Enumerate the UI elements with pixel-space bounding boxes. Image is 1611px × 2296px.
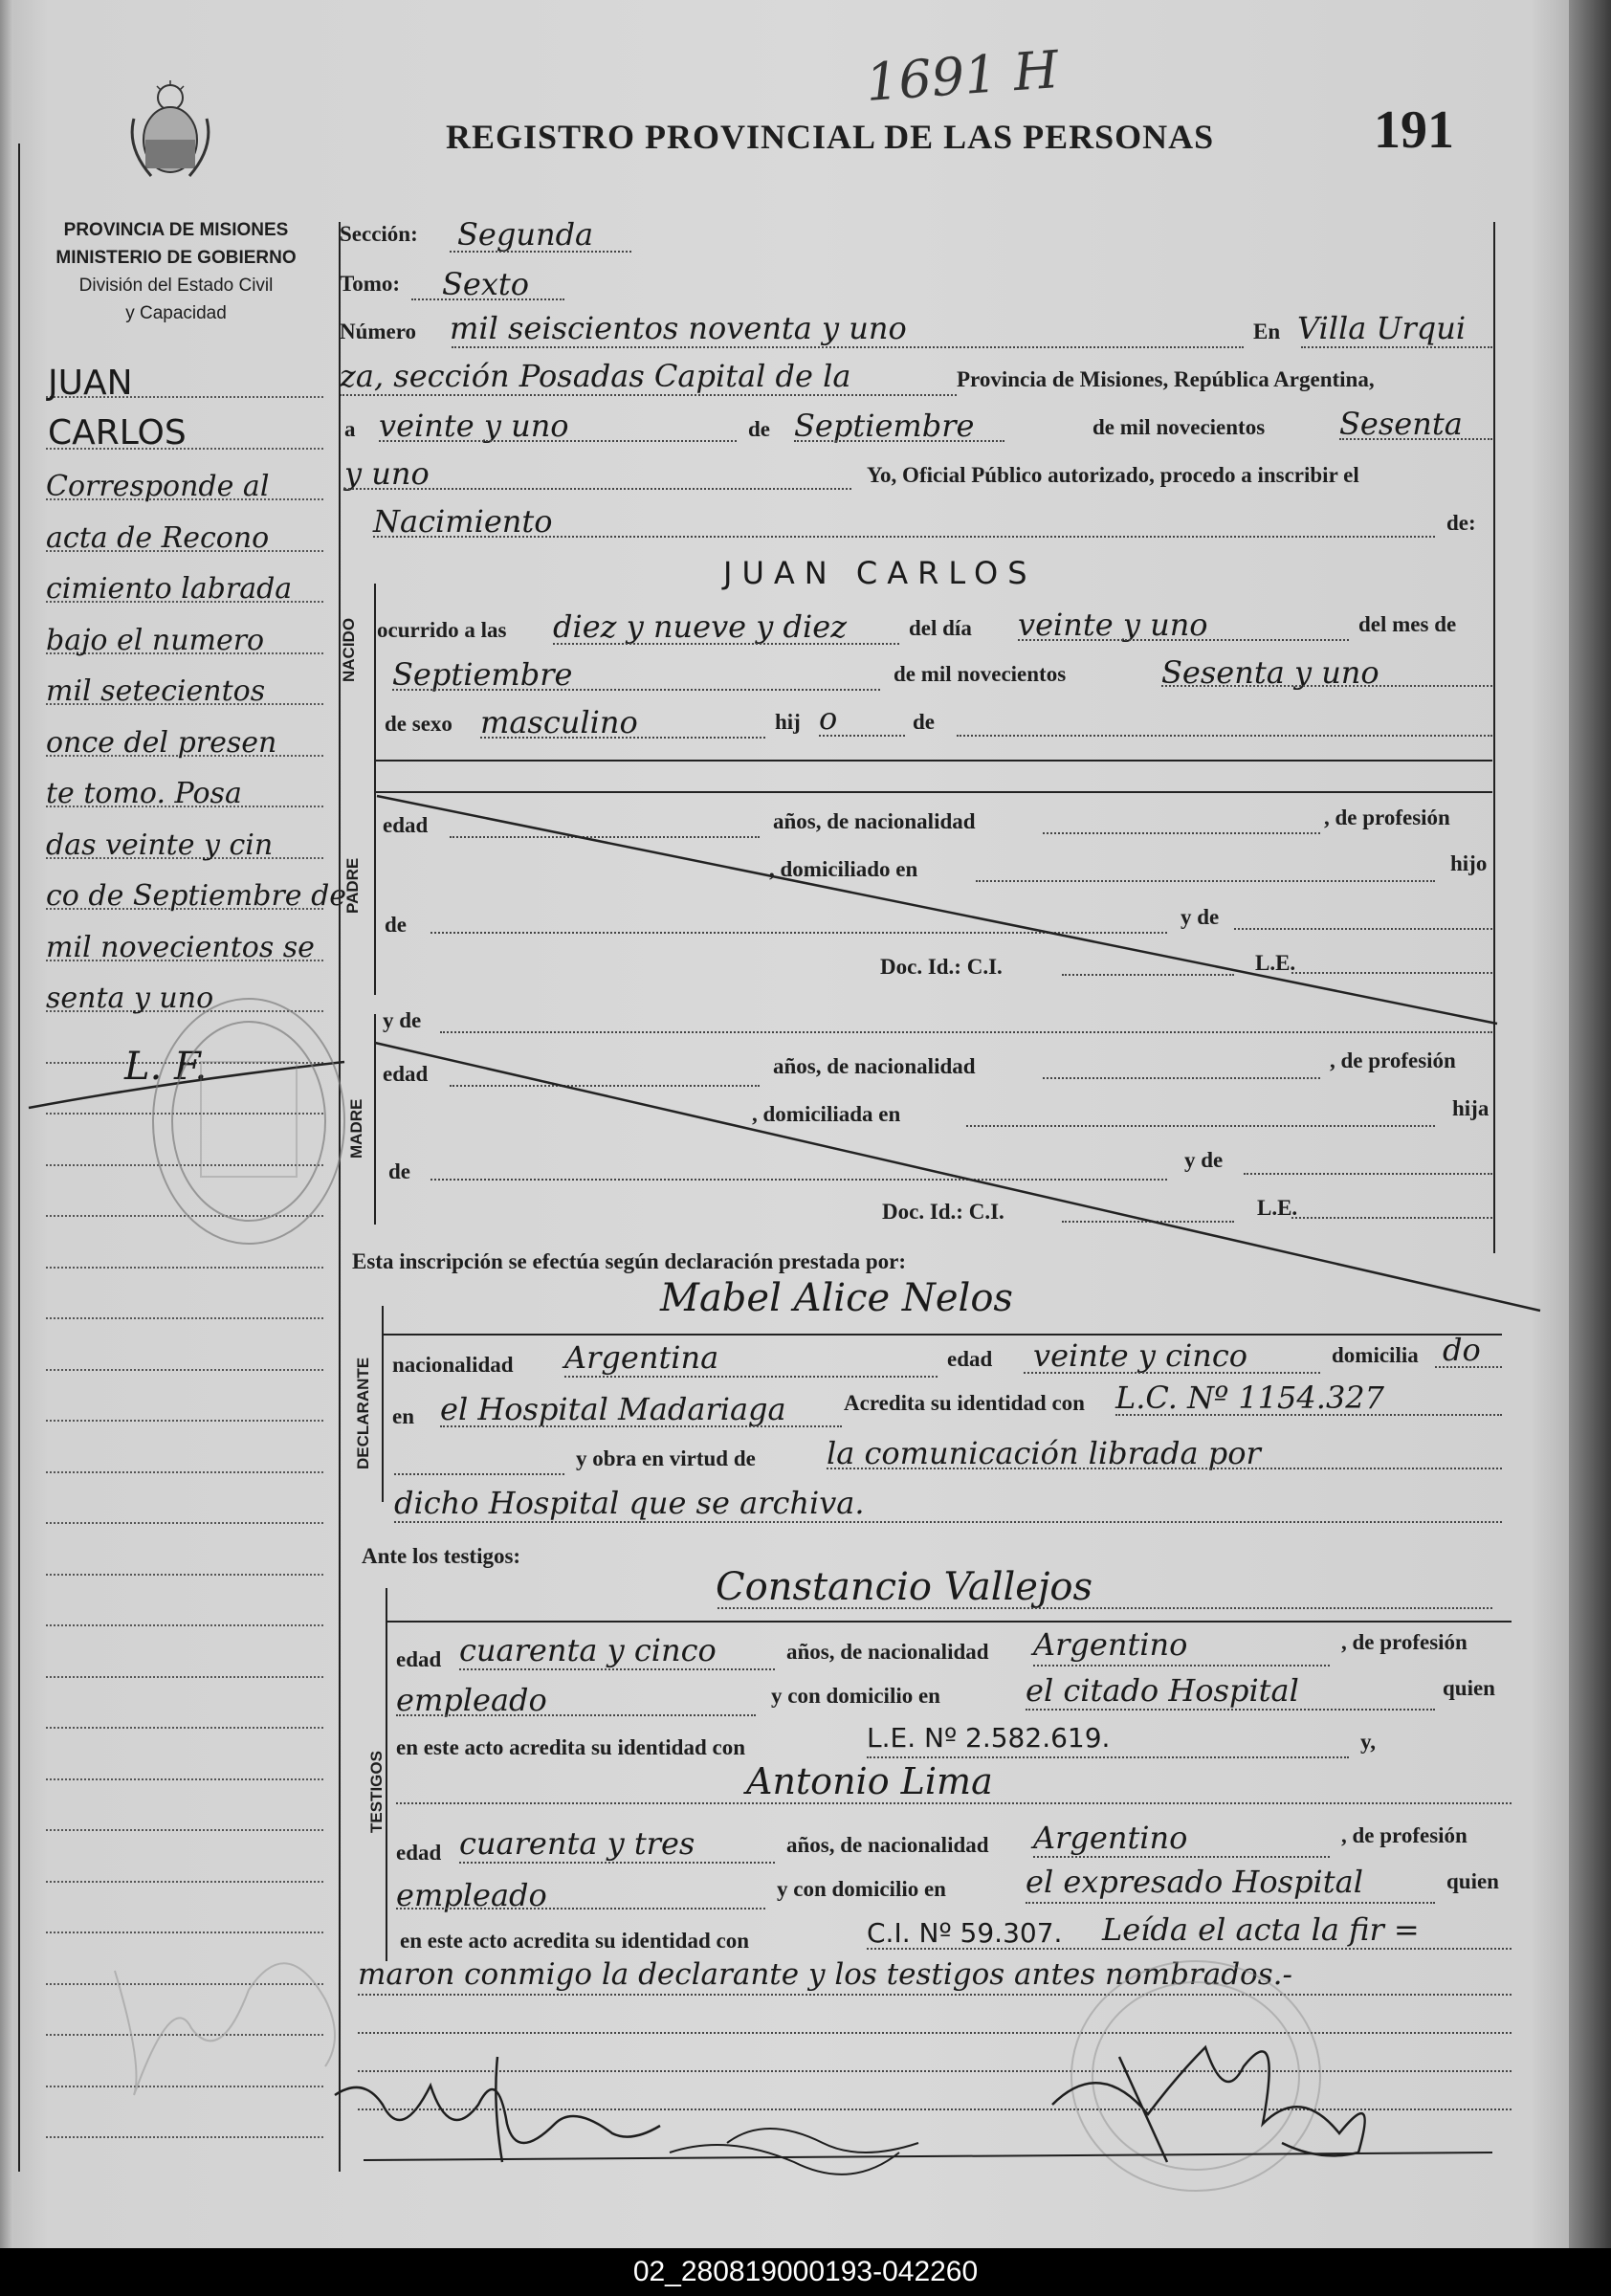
- cancel-strokes: [29, 796, 1540, 1311]
- testigo2-acr-label: en este acto acredita su identidad con: [400, 1929, 750, 1953]
- year-value-cont: y uno: [344, 455, 430, 492]
- testigo2-nac-value: Argentino: [1033, 1820, 1188, 1856]
- office-line-province: PROVINCIA DE MISIONES: [63, 220, 289, 240]
- testigo2-acr-value: C.I. Nº 59.307.: [867, 1917, 1063, 1949]
- testigo1-anios-label: años, de nacionalidad: [786, 1640, 989, 1664]
- office-line-ministry: MINISTERIO DE GOBIERNO: [55, 248, 297, 268]
- form-frame-lines: [19, 144, 1512, 2172]
- de-colon-label: de:: [1446, 511, 1476, 535]
- de-label: de: [748, 417, 770, 441]
- testigo1-name: Constancio Vallejos: [716, 1565, 1092, 1609]
- del-dia-label: del día: [909, 616, 972, 640]
- binding-shadow: [0, 0, 13, 2248]
- madre-doc-label: Doc. Id.: C.I.: [882, 1200, 1004, 1224]
- declarante-en-value: el Hospital Madariaga: [440, 1391, 786, 1427]
- declarante-obra-value: la comunicación librada por: [827, 1435, 1261, 1471]
- nacido-section-label: NACIDO: [340, 617, 358, 682]
- padre-profesion-label: , de profesión: [1324, 806, 1450, 829]
- hij-de-label: de: [913, 710, 935, 734]
- tomo-value: Sexto: [442, 266, 530, 302]
- birth-month-value: Septiembre: [392, 656, 573, 693]
- declarante-nac-label: nacionalidad: [392, 1353, 514, 1377]
- padre-edad-label: edad: [383, 813, 429, 837]
- madre-anios-label: años, de nacionalidad: [773, 1054, 976, 1078]
- margin-note-line: acta de Recono: [46, 520, 270, 555]
- closing-sentence-start: Leída el acta la fir =: [1102, 1911, 1420, 1948]
- birth-year-value: Sesenta y uno: [1161, 654, 1379, 691]
- declarante-domicilia-label: domicilia: [1332, 1343, 1419, 1367]
- margin-note-line: das veinte y cin: [46, 828, 274, 862]
- year-label: de mil novecientos: [1092, 415, 1266, 439]
- testigo1-nac-value: Argentino: [1033, 1626, 1188, 1663]
- padre-anios-label: años, de nacionalidad: [773, 809, 976, 833]
- birth-year-label: de mil novecientos: [894, 662, 1067, 686]
- declarante-edad-label: edad: [947, 1347, 993, 1371]
- padre-hijo-label: hijo: [1450, 851, 1488, 875]
- testigo2-edad-label: edad: [396, 1841, 442, 1865]
- image-id-bar: [0, 2248, 1611, 2296]
- testigo1-edad-label: edad: [396, 1647, 442, 1671]
- testigo2-prof-value: empleado: [396, 1877, 547, 1913]
- official-stamp-2: [1071, 1961, 1320, 2191]
- faint-margin-signature: [115, 1963, 335, 2095]
- margin-name-carlos: CARLOS: [48, 413, 187, 453]
- office-line-capacity: y Capacidad: [125, 303, 227, 323]
- testigo2-anios-label: años, de nacionalidad: [786, 1833, 989, 1857]
- testigo2-prof-label: , de profesión: [1341, 1823, 1468, 1847]
- madre-de-label: de: [388, 1159, 410, 1183]
- margin-note-line: bajo el numero: [46, 623, 265, 657]
- testigo2-dom-label: y con domicilio en: [777, 1877, 946, 1901]
- witness-signature-strokes: [364, 2129, 1492, 2175]
- sexo-value: masculino: [480, 704, 638, 740]
- hij-value: o: [819, 700, 838, 737]
- officer-signature: [1052, 2047, 1365, 2162]
- madre-hija-label: hija: [1452, 1096, 1490, 1120]
- testigo1-prof-value: empleado: [396, 1682, 547, 1718]
- testigo1-dom-label: y con domicilio en: [771, 1684, 940, 1708]
- numero-label: Número: [340, 320, 417, 343]
- padre-doc-label: Doc. Id.: C.I.: [880, 955, 1003, 979]
- act-type-value: Nacimiento: [373, 503, 553, 540]
- padre-yde-label: y de: [1181, 905, 1220, 929]
- testigo2-quien-label: quien: [1446, 1869, 1499, 1893]
- locality-value: za, sección Posadas Capital de la: [340, 358, 851, 394]
- margin-note-line: cimiento labrada: [46, 572, 293, 606]
- seccion-label: Sección:: [340, 222, 418, 246]
- declarante-en-label: en: [392, 1404, 414, 1428]
- en-label: En: [1253, 320, 1281, 343]
- registered-name: JUAN CARLOS: [723, 555, 1037, 591]
- handwritten-act-number: 1691 H: [864, 39, 1061, 113]
- margin-note-line: once del presen: [46, 725, 277, 760]
- testigo1-prof-label: , de profesión: [1341, 1630, 1468, 1654]
- declarante-acredita-value: L.C. Nº 1154.327: [1115, 1380, 1385, 1416]
- margin-note-line: mil novecientos se: [46, 930, 315, 964]
- margin-note-line: mil setecientos: [46, 674, 266, 708]
- a-label: a: [344, 417, 356, 441]
- testigo1-edad-value: cuarenta y cinco: [459, 1632, 717, 1668]
- image-id-text: 02_280819000193-042260: [632, 2256, 979, 2287]
- testigo1-acr-value: L.E. Nº 2.582.619.: [867, 1722, 1111, 1754]
- padre-le-label: L.E.: [1255, 951, 1296, 975]
- madre-edad-label: edad: [383, 1062, 429, 1086]
- registry-title: REGISTRO PROVINCIAL DE LAS PERSONAS: [446, 118, 1215, 156]
- margin-note-line: co de Septiembre de: [46, 879, 347, 913]
- en-value: Villa Urqui: [1297, 310, 1467, 346]
- padre-domicilio-label: , domiciliado en: [769, 857, 918, 881]
- birth-day-value: veinte y uno: [1018, 607, 1208, 643]
- declarante-acredita-label: Acredita su identidad con: [844, 1391, 1085, 1415]
- margin-note-line: senta y uno: [46, 982, 214, 1015]
- margin-initials: L. F.: [124, 1045, 208, 1089]
- margin-name-juan: JUAN: [48, 364, 133, 403]
- madre-profesion-label: , de profesión: [1330, 1049, 1456, 1072]
- day-value: veinte y uno: [379, 408, 569, 444]
- madre-le-label: L.E.: [1257, 1196, 1298, 1220]
- margin-note-line: te tomo. Posa: [46, 777, 242, 810]
- seccion-value: Segunda: [457, 216, 594, 253]
- madre-section-label: MADRE: [347, 1098, 365, 1159]
- officer-statement: Yo, Oficial Público autorizado, procedo a inscribir el: [867, 463, 1359, 487]
- testigos-intro: Ante los testigos:: [362, 1544, 521, 1568]
- month-value: Septiembre: [794, 408, 975, 444]
- folio-number: 191: [1374, 100, 1454, 160]
- declarante-domicilia-value: do: [1443, 1332, 1481, 1368]
- declarante-obra-cont: dicho Hospital que se archiva.: [394, 1485, 865, 1521]
- office-line-division: División del Estado Civil: [78, 276, 274, 296]
- testigo2-name: Antonio Lima: [746, 1760, 993, 1802]
- declarante-name: Mabel Alice Nelos: [660, 1276, 1013, 1320]
- ocurrido-label: ocurrido a las: [377, 618, 507, 642]
- testigo1-quien-label: quien: [1443, 1676, 1495, 1700]
- tomo-label: Tomo:: [340, 272, 401, 296]
- province-label: Provincia de Misiones, República Argentina,: [957, 367, 1375, 391]
- hij-label: hij: [775, 710, 801, 734]
- testigo1-dom-value: el citado Hospital: [1026, 1672, 1299, 1709]
- testigo2-edad-value: cuarenta y tres: [459, 1825, 695, 1862]
- margin-note-line: Corresponde al: [46, 470, 270, 503]
- declarant-signature: [335, 2057, 660, 2162]
- del-mes-label: del mes de: [1358, 612, 1457, 636]
- madre-yde-label: y de: [1184, 1148, 1224, 1172]
- declarante-edad-value: veinte y cinco: [1033, 1337, 1248, 1374]
- testigo1-y-label: y,: [1360, 1730, 1376, 1754]
- numero-value: mil seiscientos noventa y uno: [450, 310, 907, 346]
- padre-de-label: de: [385, 913, 407, 937]
- declarante-nac-value: Argentina: [564, 1339, 719, 1376]
- madre-yde-top-label: y de: [383, 1008, 422, 1032]
- birth-hour-value: diez y nueve y diez: [553, 608, 848, 645]
- madre-domicilio-label: , domiciliada en: [752, 1102, 901, 1126]
- testigo1-acr-label: en este acto acredita su identidad con: [396, 1735, 746, 1759]
- year-value: Sesenta: [1339, 406, 1463, 442]
- declarante-intro: Esta inscripción se efectúa según declaración prestada por:: [352, 1249, 907, 1273]
- sexo-label: de sexo: [385, 712, 452, 736]
- declarante-obra-label: y obra en virtud de: [576, 1446, 756, 1470]
- testigo2-dom-value: el expresado Hospital: [1026, 1864, 1363, 1900]
- padre-section-label: PADRE: [343, 857, 362, 914]
- declarante-section-label: DECLARANTE: [354, 1357, 372, 1469]
- testigos-section-label: TESTIGOS: [367, 1751, 386, 1833]
- official-stamp: [153, 999, 344, 1244]
- closing-sentence: maron conmigo la declarante y los testigos antes nombrados.-: [358, 1957, 1292, 1992]
